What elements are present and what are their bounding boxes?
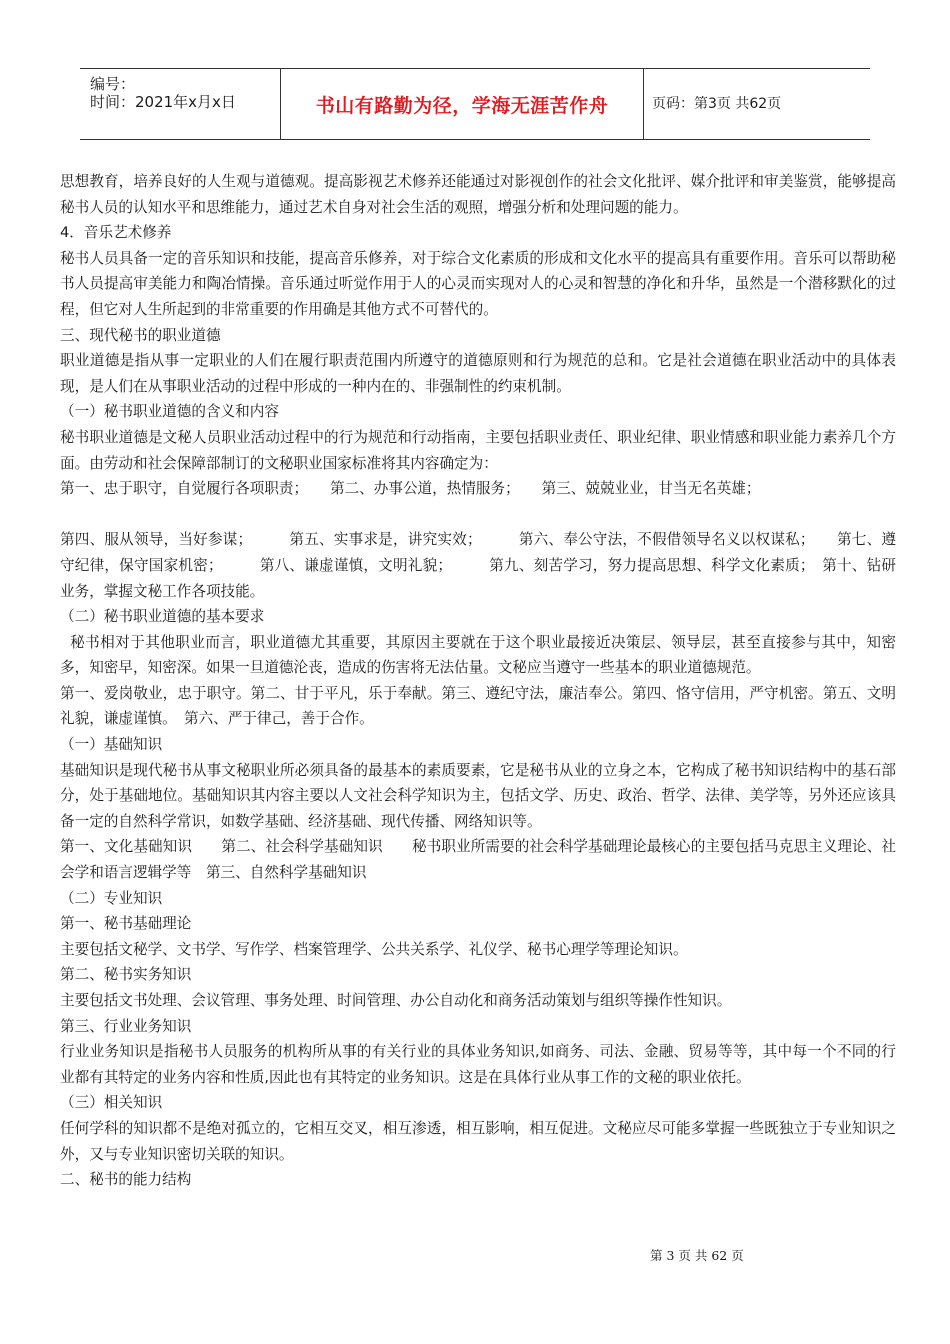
body-paragraph: 第一、忠于职守，自觉履行各项职责； 第二、办事公道，热情服务； 第三、兢兢业业，甘当无名英雄； <box>60 480 761 498</box>
body-paragraph: 职业道德是指从事一定职业的人们在履行职责范围内所遵守的道德原则和行为规范的总和。它是社会道德在职业活动中的具体表现，是人们在从事职业活动的过程中形成的一种内在的、非强制性的约束机制。 <box>60 352 896 395</box>
section-subheading: （二）秘书职业道德的基本要求 <box>60 608 265 626</box>
header-motto-cell <box>280 69 644 139</box>
document-code-label: 编号： <box>90 75 136 93</box>
body-paragraph: 行业业务知识是指秘书人员服务的机构所从事的有关行业的具体业务知识,如商务、司法、金融、贸易等等，其中每一个不同的行业都有其特定的业务内容和性质,因此也有其特定的业务知识。这是在具体行业从事工作的文秘的职业依托。 <box>60 1043 896 1086</box>
blank-line <box>60 502 896 528</box>
header-meta <box>80 69 280 139</box>
list-heading: 第一、秘书基础理论 <box>60 915 192 933</box>
body-paragraph: 第四、服从领导，当好参谋； 第五、实事求是，讲究实效； 第六、奉公守法，不假借领导名义以权谋私； 第七、遵守纪律，保守国家机密； 第八、谦虚谨慎，文明礼貌； 第九、刻苦学习，努力提高思想、科学文化素质； 第十、钻研业务，掌握文秘工作各项技能。 <box>60 531 896 600</box>
section-subheading: （二）专业知识 <box>60 889 163 907</box>
section-subheading: （一）秘书职业道德的含义和内容 <box>60 403 279 421</box>
header-page-info: 页码：第3页 共62页 <box>652 96 782 112</box>
section-heading: 三、现代秘书的职业道德 <box>60 326 221 344</box>
page-footer: 第 3 页 共 62 页 <box>650 1248 744 1263</box>
body-paragraph: 秘书职业道德是文秘人员职业活动过程中的行为规范和行动指南，主要包括职业责任、职业纪律、职业情感和职业能力素养几个方面。由劳动和社会保障部制订的文秘职业国家标准将其内容确定为： <box>60 428 896 472</box>
body-paragraph: 主要包括文书处理、会议管理、事务处理、时间管理、办公自动化和商务活动策划与组织等操作性知识。 <box>60 992 732 1009</box>
body-paragraph: 基础知识是现代秘书从事文秘职业所必须具备的最基本的素质要素，它是秘书从业的立身之本，它构成了秘书知识结构中的基石部分，处于基础地位。基础知识其内容主要以人文社会科学知识为主，包括文学、历史、政治、哲学、法律、美学等，另外还应该具备一定的自然科学常识，如数学基础、经济基础、现代传播、网络知识等。 <box>60 761 896 830</box>
list-heading: 第二、秘书实务知识 <box>60 966 192 984</box>
body-paragraph: 任何学科的知识都不是绝对孤立的，它相互交叉，相互渗透，相互影响，相互促进。文秘应尽可能多掌握一些既独立于专业知识之外，又与专业知识密切关联的知识。 <box>60 1119 896 1163</box>
page-header <box>80 68 870 140</box>
section-subheading: 4．音乐艺术修养 <box>60 224 172 242</box>
list-heading: 第三、行业业务知识 <box>60 1017 192 1035</box>
body-paragraph: 秘书相对于其他职业而言，职业道德尤其重要，其原因主要就在于这个职业最接近决策层、领导层，甚至直接参与其中，知密多，知密早，知密深。如果一旦道德沦丧，造成的伤害将无法估量。文秘应当遵守一些基本的职业道德规范。 <box>60 633 896 677</box>
document-date-label: 时间：2021年x月x日 <box>90 93 236 111</box>
body-paragraph: 思想教育，培养良好的人生观与道德观。提高影视艺术修养还能通过对影视创作的社会文化批评、媒介批评和审美鉴赏，能够提高秘书人员的认知水平和思维能力，通过艺术自身对社会生活的观照，增强分析和处理问题的能力。 <box>60 173 896 216</box>
header-motto: 书山有路勤为径，学海无涯苦作舟 <box>315 95 609 117</box>
body-paragraph: 第一、爱岗敬业，忠于职守。第二、甘于平凡，乐于奉献。第三、遵纪守法，廉洁奉公。第四、恪守信用，严守机密。第五、文明礼貌，谦虚谨慎。 第六、严于律己，善于合作。 <box>60 684 896 728</box>
section-subheading: （三）相关知识 <box>60 1094 163 1112</box>
body-paragraph: 秘书人员具备一定的音乐知识和技能，提高音乐修养，对于综合文化素质的形成和文化水平的提高具有重要作用。音乐可以帮助秘书人员提高审美能力和陶冶情操。音乐通过听觉作用于人的心灵而实现对人的心灵和智慧的净化和升华，虽然是一个潜移默化的过程，但它对人生所起到的非常重要的作用确是其他方式不可替代的。 <box>60 249 896 318</box>
body-paragraph: 主要包括文秘学、文书学、写作学、档案管理学、公共关系学、礼仪学、秘书心理学等理论知识。 <box>60 940 688 958</box>
document-body <box>60 169 896 1193</box>
body-paragraph: 第一、文化基础知识 第二、社会科学基础知识 秘书职业所需要的社会科学基础理论最核心的主要包括马克思主义理论、社会学和语言逻辑学等 第三、自然科学基础知识 <box>60 838 896 882</box>
section-heading: 二、秘书的能力结构 <box>60 1171 192 1189</box>
section-subheading: （一）基础知识 <box>60 736 163 754</box>
